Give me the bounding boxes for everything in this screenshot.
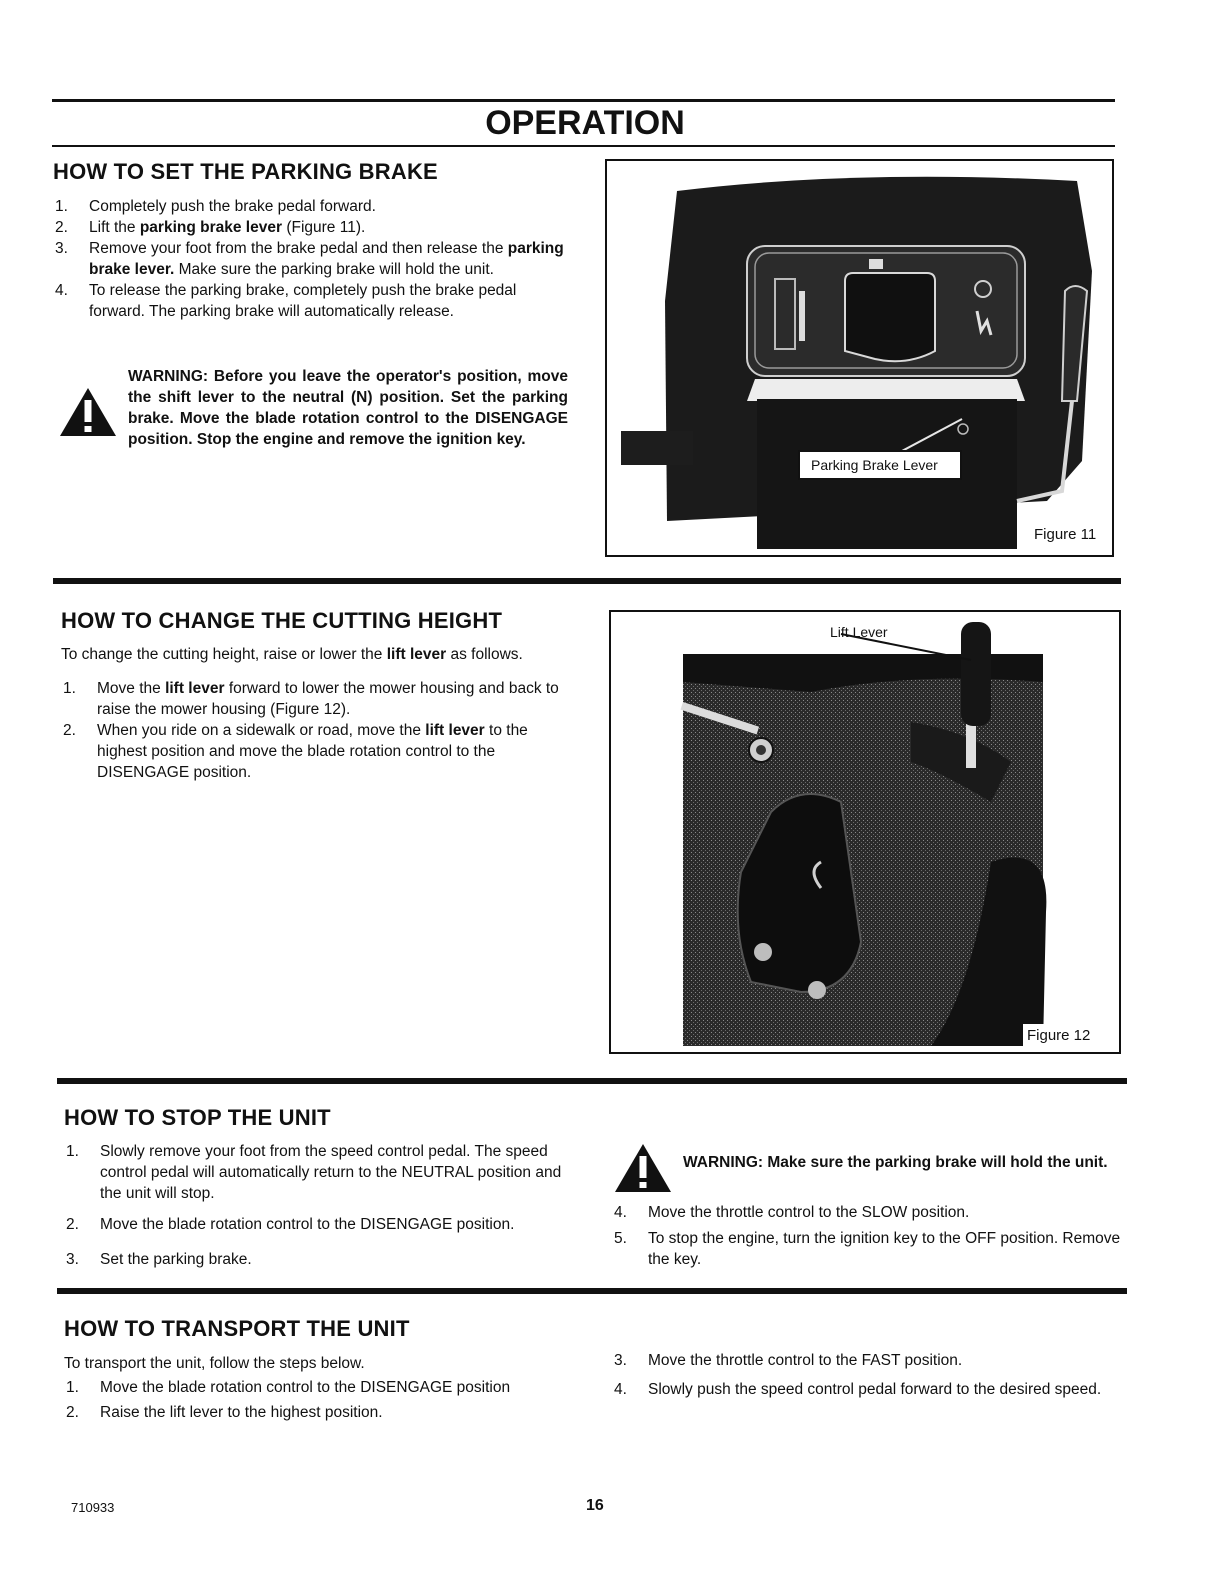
warning-triangle-icon [613, 1142, 673, 1194]
list-item: 2. Lift the parking brake lever (Figure 11). [55, 219, 366, 236]
figure-12-label: Figure 12 [1027, 1027, 1091, 1044]
callout-parking-brake-lever: Parking Brake Lever [811, 457, 938, 473]
title-underline [52, 145, 1115, 147]
list-item: 1. Move the blade rotation control to the DISENGAGE position [66, 1379, 511, 1396]
transport-steps-right [612, 1350, 1127, 1400]
parking-steps [53, 196, 571, 322]
figure-12-illustration [611, 612, 1119, 1052]
callout-lift-lever: Lift Lever [830, 624, 888, 640]
stop-steps-left [64, 1141, 579, 1270]
stop-heading: HOW TO STOP THE UNIT [64, 1105, 331, 1130]
cutting-heading: HOW TO CHANGE THE CUTTING HEIGHT [61, 608, 503, 633]
list-item: 2. Move the blade rotation control to the DISENGAGE position. [66, 1216, 515, 1233]
figure-11-label: Figure 11 [1034, 526, 1097, 543]
list-item: 2. Raise the lift lever to the highest position. [66, 1404, 383, 1421]
doc-number: 710933 [71, 1500, 115, 1515]
list-item: 1. Move the lift lever forward to lower the mower housing and back to raise the mower housing (Figure 12). [63, 680, 559, 718]
transport-heading: HOW TO TRANSPORT THE UNIT [64, 1316, 410, 1341]
top-rule [52, 99, 1115, 102]
cutting-intro: To change the cutting height, raise or lower the lift lever as follows. [61, 646, 523, 663]
section-divider [57, 1078, 1127, 1084]
section-divider [53, 578, 1121, 584]
list-item: 2. When you ride on a sidewalk or road, move the lift lever to the highest position and move the blade rotation control to the DISENGAGE position. [63, 722, 528, 781]
list-item: 5. To stop the engine, turn the ignition key to the OFF position. Remove the key. [614, 1230, 1121, 1268]
cutting-steps [61, 678, 575, 783]
transport-steps-left [64, 1377, 579, 1423]
stop-steps-right [612, 1202, 1127, 1270]
figure-12 [609, 610, 1121, 1054]
list-item: 4. To release the parking brake, completely push the brake pedal forward. The parking brake will automatically release. [55, 282, 517, 320]
section-divider [57, 1288, 1127, 1294]
list-item: 4. Move the throttle control to the SLOW position. [614, 1204, 970, 1221]
transport-intro: To transport the unit, follow the steps below. [64, 1355, 365, 1372]
page-number: 16 [586, 1497, 604, 1514]
page-title: OPERATION [485, 104, 685, 142]
parking-warning: WARNING: Before you leave the operator's position, move the shift lever to the neutral (N) position. Set the parking brake. Move the blade rotation control to the DISENGAGE position. Stop the engine and remove the ignition key. [128, 368, 568, 448]
list-item: 4. Slowly push the speed control pedal forward to the desired speed. [614, 1381, 1102, 1398]
list-item: 1. Slowly remove your foot from the speed control pedal. The speed control pedal will automatically return to the NEUTRAL position and the unit will stop. [66, 1143, 562, 1202]
list-item: 3. Set the parking brake. [66, 1251, 252, 1268]
warning-triangle-icon [58, 386, 118, 438]
figure-11-illustration [607, 161, 1112, 555]
list-item: 1. Completely push the brake pedal forward. [55, 198, 376, 215]
list-item: 3. Move the throttle control to the FAST position. [614, 1352, 963, 1369]
list-item: 3. Remove your foot from the brake pedal and then release the parking brake lever. Make sure the parking brake will hold the unit. [55, 240, 564, 278]
figure-11 [605, 159, 1114, 557]
stop-warning: WARNING: Make sure the parking brake will hold the unit. [683, 1154, 1108, 1171]
parking-heading: HOW TO SET THE PARKING BRAKE [53, 159, 438, 184]
